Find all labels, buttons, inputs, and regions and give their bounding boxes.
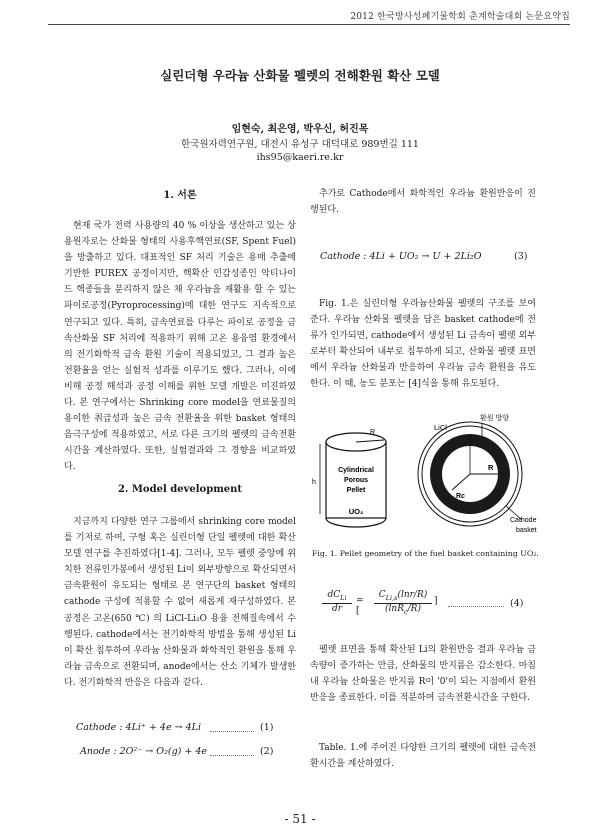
height-label: h: [312, 479, 316, 486]
running-header: 2012 한국방사성폐기물학회 춘계학술대회 논문요약집: [350, 12, 570, 22]
eq4-rhs-denominator: (lnR: [385, 604, 404, 614]
licl-label: LiCl: [434, 423, 447, 432]
section-1-body: [64, 218, 296, 476]
paragraph: Fig. 1.은 실린더형 우라늄산화물 펠렛의 구조를 보여준다. 우라늄 산화물 펠렛을 담은 basket cathode에 전류가 인가되면, cathode에서 생성된 Li 금속이 펠렛 외부로부터 확산되어 내부로 침투하게 되고, 산화물 펠렛 표면에서 우라늄 산화물과 반응하여 우라늄 금속 환원을 유도한다. 이 때, 농도 분포는 [4]식을 통해 유도된다.: [310, 299, 536, 390]
equation-4-number: (4): [510, 598, 524, 609]
basket-label-line2: basket: [516, 527, 537, 534]
eq4-lhs-numerator: dC: [327, 590, 341, 600]
cylinder-radius-label: R: [370, 429, 376, 436]
section-2-heading: 2. Model development: [117, 484, 243, 495]
eq4-close: ]: [434, 596, 438, 606]
eq4-equals: = [: [356, 596, 364, 616]
equation-leader: [210, 755, 254, 756]
paragraph: 펠렛 표면을 통해 확산된 Li의 환원반응 결과 우라늄 금속량이 증가하는 만큼, 산화물의 반지름은 감소한다. 마침내 우라늄 산화물은 반지름 R이 '0'이 되는 지점에서 환원반응을 종료한다. 이를 적분하여 금속전환시간을 구한다.: [310, 645, 536, 704]
right-last: [310, 740, 536, 772]
right-figure-paragraph: [310, 296, 536, 393]
equation-leader: [448, 606, 504, 607]
rc-label: Rc: [456, 493, 465, 500]
basket-cross-section: [418, 422, 522, 526]
eq4-rhs-numerator: C: [378, 590, 386, 600]
ring-radius-label: R: [488, 463, 494, 472]
cylinder-label-line1: Cylindrical: [338, 467, 374, 474]
equation-2-number: (2): [260, 746, 274, 757]
pellet-figure: [310, 410, 550, 540]
paragraph: 지금까지 다양한 연구 그룹에서 shrinking core model를 기저로 하여, 구형 혹은 실린더형 단일 펠렛에 대한 확산 모델 연구를 추진하였다[1-4]. 그러나, 모두 펠렛 중앙에 위치한 전류인가봉에서 생성된 Li이 외부방향으로 확산되면서 금속환원이 유도되는 형태로 본 연구단의 basket 형태의 cathode 구성에 적용할 수 없어 새롭게 재구성하였다. 본 공정은 고온(650 ℃) 의 LiCl-Li₂O 용융 전해질속에서 수행된다. cathode에서는 전기화학적 방법을 통해 생성된 Li이 확산 침투하여 우라늄 산화물과 화학적인 환원을 통해 우라늄 금속으로 전환되며, anode에서는 산소 기체가 발생한다. 전기화학적 반응은 다음과 같다.: [64, 517, 296, 688]
paragraph: 현재 국가 전력 사용량의 40 % 이상을 생산하고 있는 상용원자로는 산화물 형태의 사용후핵연료(SF, Spent Fuel)을 방출하고 있다. 대표적인 SF 처리 기술은 용매 추출에 기반한 PUREX 공정이지만, 핵확산 민감성종인 악티나이드 핵종들을 분리하지 않은 채 우라늄을 재활용 할 수 있는 파이로공정(Pyroprocessing)에 대한 연구도 지속적으로 연구되고 있다. 특히, 금속연료를 다루는 파이로 공정을 금속산화물 SF 처리에 적용하기 위해 고온 용융염 환경에서의 전기화학적 금속 환원 기술이 적용되었고, 그 결과 높은 전환율을 얻는 실험적 성과를 이루기도 했다. 그러나, 이에 비해 공정 해석과 공정 이해를 위한 모델 개발은 미진하였다. 본 연구에서는 Shrinking core model을 연료물질의 용이한 취급성과 높은 금속 전환율을 위한 basket 형태의 음극구성에 적용하였고, 서로 다른 크기의 펠렛의 금속전환 시간을 계산하였다. 또한, 실험결과와 그 경향을 비교하였다.: [64, 221, 296, 473]
right-intro: [310, 186, 536, 218]
equation-1-number: (1): [260, 722, 274, 733]
eq4-rhs-den-rest: /R): [407, 604, 421, 614]
paper-title: 실린더형 우라늄 산화물 펠렛의 전해환원 확산 모델: [160, 68, 440, 83]
right-after-eq4: [310, 642, 536, 706]
equation-2: Anode : 2O²⁻ → O₂(g) + 4e: [80, 746, 208, 757]
equation-3: Cathode : 4Li + UO₂ → U + 2Li₂O: [320, 251, 482, 262]
basket-label-line1: Cathode: [510, 517, 537, 524]
eq4-rhs-numerator-rest: (lnr/R): [397, 590, 428, 600]
cylinder-label-line3: Pellet: [346, 487, 366, 494]
paragraph: 추가로 Cathode에서 화학적인 우라늄 환원반응이 진행된다.: [310, 189, 536, 216]
cylinder-label-line2: Porous: [343, 477, 369, 484]
paragraph: Table. 1.에 주어진 다양한 크기의 펠렛에 대한 금속전환시간을 계산하였다.: [310, 743, 536, 770]
equation-3-number: (3): [514, 251, 528, 262]
eq4-lhs-subscript: Li: [340, 593, 347, 602]
page-number: - 51 -: [284, 812, 316, 826]
equation-leader: [210, 731, 254, 732]
eq4-rhs-subscript: Li,s: [385, 593, 398, 602]
uo2-label: UO₂: [348, 507, 364, 516]
reduction-direction-label: 환원 방향: [480, 415, 509, 422]
eq4-lhs-denominator: dr: [331, 604, 343, 614]
eq4-rhs-den-subscript: c: [404, 607, 408, 616]
equation-1: Cathode : 4Li⁺ + 4e → 4Li: [76, 722, 201, 733]
header-rule: [48, 24, 570, 25]
author-email: ihs95@kaeri.re.kr: [256, 152, 344, 163]
section-2-body: [64, 514, 296, 691]
section-1-heading: 1. 서론: [163, 190, 197, 201]
figure-caption: Fig. 1. Pellet geometry of the fuel basket containing UO₂.: [312, 549, 539, 558]
author-list: 임현숙, 최은영, 박우신, 허진목: [231, 124, 369, 135]
affiliation: 한국원자력연구원, 대전시 유성구 대덕대로 989번길 111: [181, 139, 419, 150]
